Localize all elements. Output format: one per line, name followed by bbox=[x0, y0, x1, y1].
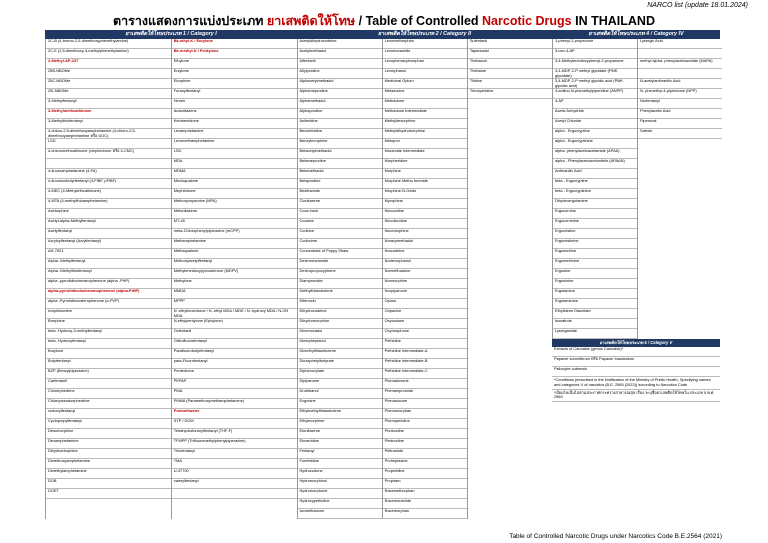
table-cell: Dimethylamphetamine bbox=[46, 469, 171, 479]
table-cell: Ethylone bbox=[172, 59, 297, 69]
table-cell: Desomorphine bbox=[46, 429, 171, 439]
table-cell: Lysergic Acid bbox=[638, 39, 722, 49]
table-cell: Levomethamphetamine bbox=[172, 139, 297, 149]
table-cell: Carfentanil bbox=[46, 379, 171, 389]
table-cell: STP / DOM bbox=[172, 419, 297, 429]
table-cell bbox=[638, 49, 722, 59]
table-cell: 3,4-MDP-2-P methyl glycidic acid (PMK glycidic acid) bbox=[553, 79, 637, 89]
title-thai-red: ยาเสพติดให้โทษ bbox=[266, 14, 356, 28]
table-cell: Levorphanol bbox=[383, 69, 467, 79]
table-cell: Butylone bbox=[46, 349, 171, 359]
table-cell: Furethidine bbox=[298, 459, 382, 469]
table-cell: Bk-ethyl-K / Eutylone bbox=[172, 39, 297, 49]
cat5-note-thai: *เงื่อนไขเป็นไปตามประกาศกระทรวงสาธารณสุข เรื่อง ระบุชื่อยาเสพติดให้โทษใน ประเภท 5 พ.ศ. 2565 bbox=[552, 390, 720, 403]
table-cell: Levomethorphan bbox=[383, 39, 467, 49]
table-cell: Alphaprodine bbox=[298, 109, 382, 119]
table-cell: Ecgonine bbox=[298, 399, 382, 409]
cat4-columns bbox=[552, 39, 720, 339]
table-cell: Morphine Metho bromide bbox=[383, 179, 467, 189]
table-cell: LSD bbox=[46, 139, 171, 149]
table-cell: 1-phenyl-2-propanone bbox=[553, 39, 637, 49]
column-cat4-a bbox=[552, 39, 637, 339]
table-cell: Hydromorphinol bbox=[298, 479, 382, 489]
table-cell: Sufentanil bbox=[468, 39, 552, 49]
table-cell: Methadone Intermediate bbox=[383, 109, 467, 119]
table-cell: Methoxyacetylfentanyl bbox=[172, 259, 297, 269]
table-cell: Pethidine Intermediate-C bbox=[383, 369, 467, 379]
table-cell: Acetic Anhydride bbox=[553, 109, 637, 119]
table-cell: 2C-E (2,5-dimethoxy-4-methylphenethylamine) bbox=[46, 49, 171, 59]
table-cell: Alfentanil bbox=[298, 59, 382, 69]
table-cell: 4-MTA (4-methylthioamphetamine) bbox=[46, 199, 171, 209]
table-cell: TFMPP (Trifluoromethylphenylpiperazine) bbox=[172, 439, 297, 449]
column-cat1-a bbox=[45, 39, 171, 519]
table-cell: Dihydromorphine bbox=[298, 319, 382, 329]
table-cell: Acetorphine bbox=[46, 209, 171, 219]
table-cell: MPPP bbox=[172, 299, 297, 309]
table-cell: Methadone bbox=[383, 99, 467, 109]
table-cell: 4-chloro-2,5-dimethoxyamphetamine (4-chloro-2,5-dimethoxyamphetamine หรือ DOC) bbox=[46, 129, 171, 139]
table-cell: Benzethidine bbox=[298, 129, 382, 139]
table-cell: Methylenedioxypyrovalerone (MDPV) bbox=[172, 269, 297, 279]
table-cell: Brorphine bbox=[46, 319, 171, 329]
table-cell: Tapentadol bbox=[468, 49, 552, 59]
table-cell: Concentrate of Poppy Straw bbox=[298, 249, 382, 259]
table-cell: MDA bbox=[172, 159, 297, 169]
table-cell: PMA bbox=[172, 389, 297, 399]
table-cell: Proheptazine bbox=[383, 459, 467, 469]
table-cell: alpha - Phenylacetoacetonitrile (APAAN) bbox=[553, 159, 637, 169]
table-cell: Alpha -Methylthiofentanyl bbox=[46, 269, 171, 279]
table-cell: Cocaine bbox=[298, 219, 382, 229]
table-cell: Dimepheptanol bbox=[298, 339, 382, 349]
table-cell: Oxycodone bbox=[383, 319, 467, 329]
table-cell: Dextromoramide bbox=[298, 259, 382, 269]
table-cell: Opium bbox=[383, 299, 467, 309]
table-cell: Ergocorninine bbox=[553, 219, 637, 229]
table-cell: Methoxpropamine (MPA) bbox=[172, 199, 297, 209]
table-cell: Hydrocodone bbox=[298, 469, 382, 479]
table-cell: 4-fluoroamphetamine (4-FA) bbox=[46, 169, 171, 179]
table-cell: Thiofentanyl bbox=[172, 449, 297, 459]
table-cell: LSD bbox=[172, 149, 297, 159]
table-cell: BZP (Benzylpiperazine) bbox=[46, 369, 171, 379]
table-cell: Anthranilic Acid bbox=[553, 169, 637, 179]
table-cell: Chlorephedrine bbox=[46, 389, 171, 399]
table-cell: Dihydroetorphine bbox=[46, 449, 171, 459]
table-cell: beta - Ergocryptine bbox=[553, 179, 637, 189]
header-category-1: ยาเสพติดให้โทษประเภท 1 / Category I bbox=[125, 31, 217, 37]
table-cell: 2C-B (4-bromo-2,5-dimethoxyphenethylamine) bbox=[46, 39, 171, 49]
table-cell: Butyrfentanyl bbox=[46, 359, 171, 369]
cat5-item: Psilocybe cubensis bbox=[552, 367, 720, 377]
table-cell: Betaprodine bbox=[298, 179, 382, 189]
table-cell: Nicomorphine bbox=[383, 229, 467, 239]
table-cell: meta-Chlorophenylpiperazine (mCPP) bbox=[172, 229, 297, 239]
table-cell: alpha - Ergocryptinine bbox=[553, 139, 637, 149]
cat5-item: Papaver somniferum หรือ Papaver bracteatum bbox=[552, 357, 720, 367]
table-cell: Norfentanyl bbox=[638, 99, 722, 109]
table-cell: Phenylacetic Acid bbox=[638, 109, 722, 119]
table-cell: Oripavine bbox=[383, 309, 467, 319]
table-cell: Ocfentanil bbox=[172, 329, 297, 339]
column-cat2-a bbox=[297, 39, 382, 519]
table-cell: 4-MEC (4-Methylethcathinone) bbox=[46, 189, 171, 199]
table-cell: 25B-NBOMe bbox=[46, 69, 171, 79]
table-cell: Anileridine bbox=[298, 119, 382, 129]
table-cell: Hydromorphone bbox=[298, 489, 382, 499]
table-cell: Diphenoxylate bbox=[298, 369, 382, 379]
column-cat2-b bbox=[382, 39, 467, 519]
table-cell: TMA bbox=[172, 459, 297, 469]
table-cell: Codeine bbox=[298, 229, 382, 239]
table-cell: Morphine bbox=[383, 169, 467, 179]
table-cell: Dihydrocodeine bbox=[298, 309, 382, 319]
table-cell: Dimethoxyamphetamine bbox=[46, 459, 171, 469]
table-cell: Ergosine bbox=[553, 269, 637, 279]
table-cell: Normethadone bbox=[383, 269, 467, 279]
table-cell: Pethidine Intermediate-A bbox=[383, 349, 467, 359]
column-group-cat4-cat5 bbox=[552, 39, 720, 519]
table-cell: Betacetylmethadol bbox=[298, 149, 382, 159]
table-cell: Morphine-N-Oxide bbox=[383, 189, 467, 199]
table-cell: Methyldesorphine bbox=[383, 119, 467, 129]
table-cell: U-47700 bbox=[172, 469, 297, 479]
table-cell: Myrophine bbox=[383, 199, 467, 209]
table-cell: Etonitazene bbox=[298, 429, 382, 439]
table-cell: Levophenacylmorphan bbox=[383, 59, 467, 69]
cat5-item: Extracts of Cannabis (genus Cannabis)* bbox=[552, 347, 720, 357]
table-cell: N-acetylanthranilic Acid bbox=[638, 79, 722, 89]
table-cell: Levomoramide bbox=[383, 49, 467, 59]
table-cell: Difenoxin bbox=[298, 299, 382, 309]
table-cell: Acetylfentanyl bbox=[46, 229, 171, 239]
table-cell: Isosafrole bbox=[553, 319, 637, 329]
table-cell: Oxymorphone bbox=[383, 329, 467, 339]
title-post: IN THAILAND bbox=[571, 14, 655, 28]
table-cell: alpha- phenylacetoacetamide (APAA) bbox=[553, 149, 637, 159]
column-cat2-c bbox=[467, 39, 552, 519]
table-cell: Chloropseudoephedrine bbox=[46, 399, 171, 409]
table-cell: Racemoramide bbox=[383, 499, 467, 509]
table-cell: Acetyldihydrocodeine bbox=[298, 39, 382, 49]
table-cell: Pethidine bbox=[383, 339, 467, 349]
table-cell: Piritramide bbox=[383, 449, 467, 459]
table-cell: Mephedrone bbox=[172, 189, 297, 199]
table-cell: alpha -pyrrolidinohexanophenone (alpha -PHP) bbox=[46, 279, 171, 289]
table-cell: Metazocine bbox=[383, 89, 467, 99]
table-cell: Acetylmethadol bbox=[298, 49, 382, 59]
header-category-5: ยาเสพติดให้โทษประเภท 5 / Category V bbox=[552, 339, 720, 347]
table-cell: Dexamphetamine bbox=[46, 439, 171, 449]
table-cell: Ergometrine bbox=[553, 249, 637, 259]
table-cell: Lysergamide bbox=[553, 329, 637, 339]
table-cell: Coca bush bbox=[298, 209, 382, 219]
table-cell: Codoxime bbox=[298, 239, 382, 249]
table-cell: alpha-pyrrolidinoisohexanophenone (alpha-PiHP) bbox=[46, 289, 171, 299]
table-cell: Methamphetamine bbox=[172, 239, 297, 249]
table-cell bbox=[638, 69, 722, 79]
table-cell: Drotebanol bbox=[298, 389, 382, 399]
table-cell: Propiram bbox=[383, 479, 467, 489]
category-header-row bbox=[45, 30, 720, 39]
table-cell: 4-anilino-N-phenethylpiperidine (ANPP) bbox=[553, 89, 637, 99]
table-cell: PEPAP bbox=[172, 379, 297, 389]
table-cell: Ergosinine bbox=[553, 279, 637, 289]
table-cell: Ethylmethylthiambutene bbox=[298, 409, 382, 419]
table-cell: beta -Hydroxyfentanyl bbox=[46, 339, 171, 349]
table-cell: Heroin bbox=[172, 99, 297, 109]
table-cell: beta - Ergocryptinine bbox=[553, 189, 637, 199]
table-cell: 3-Methylthiofentanyl bbox=[46, 119, 171, 129]
table-cell: Medicinal Opium bbox=[383, 79, 467, 89]
table-cell: Piminodine bbox=[383, 439, 467, 449]
table-cell: Normorphine bbox=[383, 279, 467, 289]
table-cell: Dimenoxadol bbox=[298, 329, 382, 339]
update-note: NARCO list (update 18.01.2024) bbox=[647, 2, 748, 9]
table-cell: crotonylfentanyl bbox=[46, 409, 171, 419]
table-cell: Ethylidene Diacetate bbox=[553, 309, 637, 319]
table-cell: Diampromide bbox=[298, 279, 382, 289]
table-cell: Mecloqualone bbox=[172, 179, 297, 189]
table-cell: Alphamethadol bbox=[298, 99, 382, 109]
table-cell: alpha - Ergocryptine bbox=[553, 129, 637, 139]
table-cell: N -ethylhexedrone / N -ethyl MDA / MDE / N -hydroxy MDA / N-OH MDA bbox=[172, 309, 297, 319]
table-cell: Methylone bbox=[172, 279, 297, 289]
table-cell: Pethidine Intermediate-B bbox=[383, 359, 467, 369]
table-body bbox=[45, 39, 720, 519]
table-cell: 3-oxo-4-AP bbox=[553, 49, 637, 59]
table-cell: Isomethadone bbox=[298, 509, 382, 519]
table-cell: Ergometrinine bbox=[553, 259, 637, 269]
table-cell: Protonitazene bbox=[172, 409, 297, 419]
table-cell: Piperonal bbox=[638, 119, 722, 129]
table-cell: N- phenethyl-4-piperidone (NPP) bbox=[638, 89, 722, 99]
table-cell: Bezitramide bbox=[298, 189, 382, 199]
table-cell: Phenadoxone bbox=[383, 379, 467, 389]
table-cell: PMMA (Paramethoxymethamphetamine) bbox=[172, 399, 297, 409]
table-cell: DOB bbox=[46, 479, 171, 489]
table-cell: MDMA bbox=[172, 169, 297, 179]
table-cell: 25I-NBOMe bbox=[46, 89, 171, 99]
table-cell: Norcodeine bbox=[383, 249, 467, 259]
table-cell: Trimeperidine bbox=[468, 89, 552, 99]
table-cell: Norlevorphanol bbox=[383, 259, 467, 269]
table-cell: Dihydroergotamine bbox=[553, 199, 637, 209]
column-cat4-b bbox=[637, 39, 722, 339]
table-cell: Moramide Intermediate bbox=[383, 149, 467, 159]
table-cell: N-ethylpentylone (Ephylone) bbox=[172, 319, 297, 329]
table-cell bbox=[46, 159, 171, 169]
page-title bbox=[0, 11, 768, 31]
table-cell: Properidine bbox=[383, 469, 467, 479]
table-cell: Acetyl Chloride bbox=[553, 119, 637, 129]
table-cell: valerylfentanyl bbox=[172, 479, 297, 489]
table-cell: 25C-NBOMe bbox=[46, 79, 171, 89]
table-cell: Phenazocine bbox=[383, 399, 467, 409]
title-sep: / Table of Controlled bbox=[355, 14, 483, 28]
table-cell: Noracymethadol bbox=[383, 239, 467, 249]
table-cell: Pentedrone bbox=[172, 369, 297, 379]
table-cell: Ketobemidone bbox=[172, 119, 297, 129]
header-category-2: ยาเสพติดให้โทษประเภท 2 / Category II bbox=[377, 31, 472, 37]
table-cell: Alpha -Methylfentanyl bbox=[46, 259, 171, 269]
table-cell: Metopon bbox=[383, 139, 467, 149]
table-cell: Levamphetamine bbox=[172, 129, 297, 139]
title-red-words: Narcotic Drugs bbox=[482, 14, 572, 28]
table-cell: 3-Methylfentanyl bbox=[46, 99, 171, 109]
table-cell: methyl alpha- phenylacetoacetate (MAPA) bbox=[638, 59, 722, 69]
table-cell: beta -Hydroxy-3-methylfentanyl bbox=[46, 329, 171, 339]
cat5-note: *Conditions prescribed in the Notification of the Ministry of Public Health, Specifying names and categories V of narcotics (B.E. 2565 (2022)) according to Narcotics Code bbox=[552, 377, 720, 390]
column-cat1-b bbox=[171, 39, 297, 519]
table-cell: Etorphine bbox=[172, 79, 297, 89]
table-cell: Betamethadol bbox=[298, 169, 382, 179]
table-cell: Methaqualone bbox=[172, 249, 297, 259]
footer-caption: Table of Controlled Narcotic Drugs under Narcotics Code B.E.2564 (2021) bbox=[509, 533, 722, 540]
table-cell: Ergocornine bbox=[553, 209, 637, 219]
table-cell: Nicodicodine bbox=[383, 219, 467, 229]
table-cell: Methyldihydromorphine bbox=[383, 129, 467, 139]
table-cell: Amphetamine bbox=[46, 309, 171, 319]
table-cell: Racemethorphan bbox=[383, 489, 467, 499]
table-cell: Dipipanone bbox=[298, 379, 382, 389]
table-cell: Clonitazene bbox=[298, 199, 382, 209]
table-cell: Benzylmorphine bbox=[298, 139, 382, 149]
table-cell: Parafluorobutyrfentanyl bbox=[172, 349, 297, 359]
table-cell: 3,4-Methylenedioxyphenyl-2-propanone bbox=[553, 59, 637, 69]
table-cell: Norpipanone bbox=[383, 289, 467, 299]
table-cell: Pholcodine bbox=[383, 429, 467, 439]
table-cell: Betameprodine bbox=[298, 159, 382, 169]
header-category-4: ยาเสพติดให้โทษประเภท 4 / Category IV bbox=[588, 31, 684, 37]
table-cell: Fentanyl bbox=[298, 449, 382, 459]
table-cell: Morpheridine bbox=[383, 159, 467, 169]
table-cell: Tetrahydrofuranylfentanyl (THF-F) bbox=[172, 429, 297, 439]
table-cell: Furanylfentanyl bbox=[172, 89, 297, 99]
table-cell: Bk-methyl-K / Pentylone bbox=[172, 49, 297, 59]
table-cell: Etoxeridine bbox=[298, 439, 382, 449]
table-cell: Phenomorphan bbox=[383, 409, 467, 419]
table-cell: para-Fluorofentanyl bbox=[172, 359, 297, 369]
table-cell: Nicocodine bbox=[383, 209, 467, 219]
title-thai: ตารางแสดงการแบ่งประเภท bbox=[113, 14, 267, 28]
table-cell: Dioxaphetylbutyrate bbox=[298, 359, 382, 369]
table-cell: Alphameprodine bbox=[298, 89, 382, 99]
cat5-list bbox=[552, 347, 720, 377]
table-cell: Ethylmorphine bbox=[298, 419, 382, 429]
table-cell: Tilidine bbox=[468, 79, 552, 89]
table-cell: Ergotamine bbox=[553, 289, 637, 299]
table-cell: Phenoperidine bbox=[383, 419, 467, 429]
table-cell: AH-7921 bbox=[46, 249, 171, 259]
table-cell: 4-fluoroisobutyrfentanyl (4-FIBF, pFIBF) bbox=[46, 179, 171, 189]
table-cell bbox=[172, 489, 297, 499]
table-cell: Dextropropoxyphene bbox=[298, 269, 382, 279]
table-cell: Eutylone bbox=[172, 69, 297, 79]
table-cell: Phenampromide bbox=[383, 389, 467, 399]
table-cell: Ergotaminine bbox=[553, 299, 637, 309]
table-cell: Hydroxypethidine bbox=[298, 499, 382, 509]
table-cell: 2-Methyl-AP-237 bbox=[46, 59, 171, 69]
table-cell: Racemorphan bbox=[383, 509, 467, 519]
table-cell: DOET bbox=[46, 489, 171, 499]
table-cell: Ergocristinine bbox=[553, 239, 637, 249]
table-cell: Dimethylthiambutene bbox=[298, 349, 382, 359]
table-cell: isotonitazene bbox=[172, 109, 297, 119]
narcotics-table bbox=[45, 30, 720, 519]
table-cell: MMDA bbox=[172, 289, 297, 299]
table-cell: Allylprodine bbox=[298, 69, 382, 79]
table-cell: Orthofluorofentanyl bbox=[172, 339, 297, 349]
table-cell: Ergocristine bbox=[553, 229, 637, 239]
table-cell: Thebaine bbox=[468, 69, 552, 79]
table-cell: Alphacetylmethadol bbox=[298, 79, 382, 89]
table-cell: 3-Methylmethcathinone bbox=[46, 109, 171, 119]
table-cell: 3,4-MDP-2-P methyl glycidate (PMK glycidate) bbox=[553, 69, 637, 79]
table-cell: Acetyl-alpha-Methylfentanyl bbox=[46, 219, 171, 229]
table-cell: Safrole bbox=[638, 129, 722, 139]
table-cell: MT-45 bbox=[172, 219, 297, 229]
table-cell: Cyclopropylfentanyl bbox=[46, 419, 171, 429]
table-cell: Diethylthiambutene bbox=[298, 289, 382, 299]
table-cell: Acryloylfentanyl (Acrylfentanyl) bbox=[46, 239, 171, 249]
table-cell: Thebacon bbox=[468, 59, 552, 69]
table-cell: 4-chloromethcathinone (clephedrone หรือ 4-CMC) bbox=[46, 149, 171, 159]
table-cell: alpha -Pyrrolidinovalerophenone (α-PVP) bbox=[46, 299, 171, 309]
table-cell: 4-AP bbox=[553, 99, 637, 109]
table-cell: Metonitazene bbox=[172, 209, 297, 219]
